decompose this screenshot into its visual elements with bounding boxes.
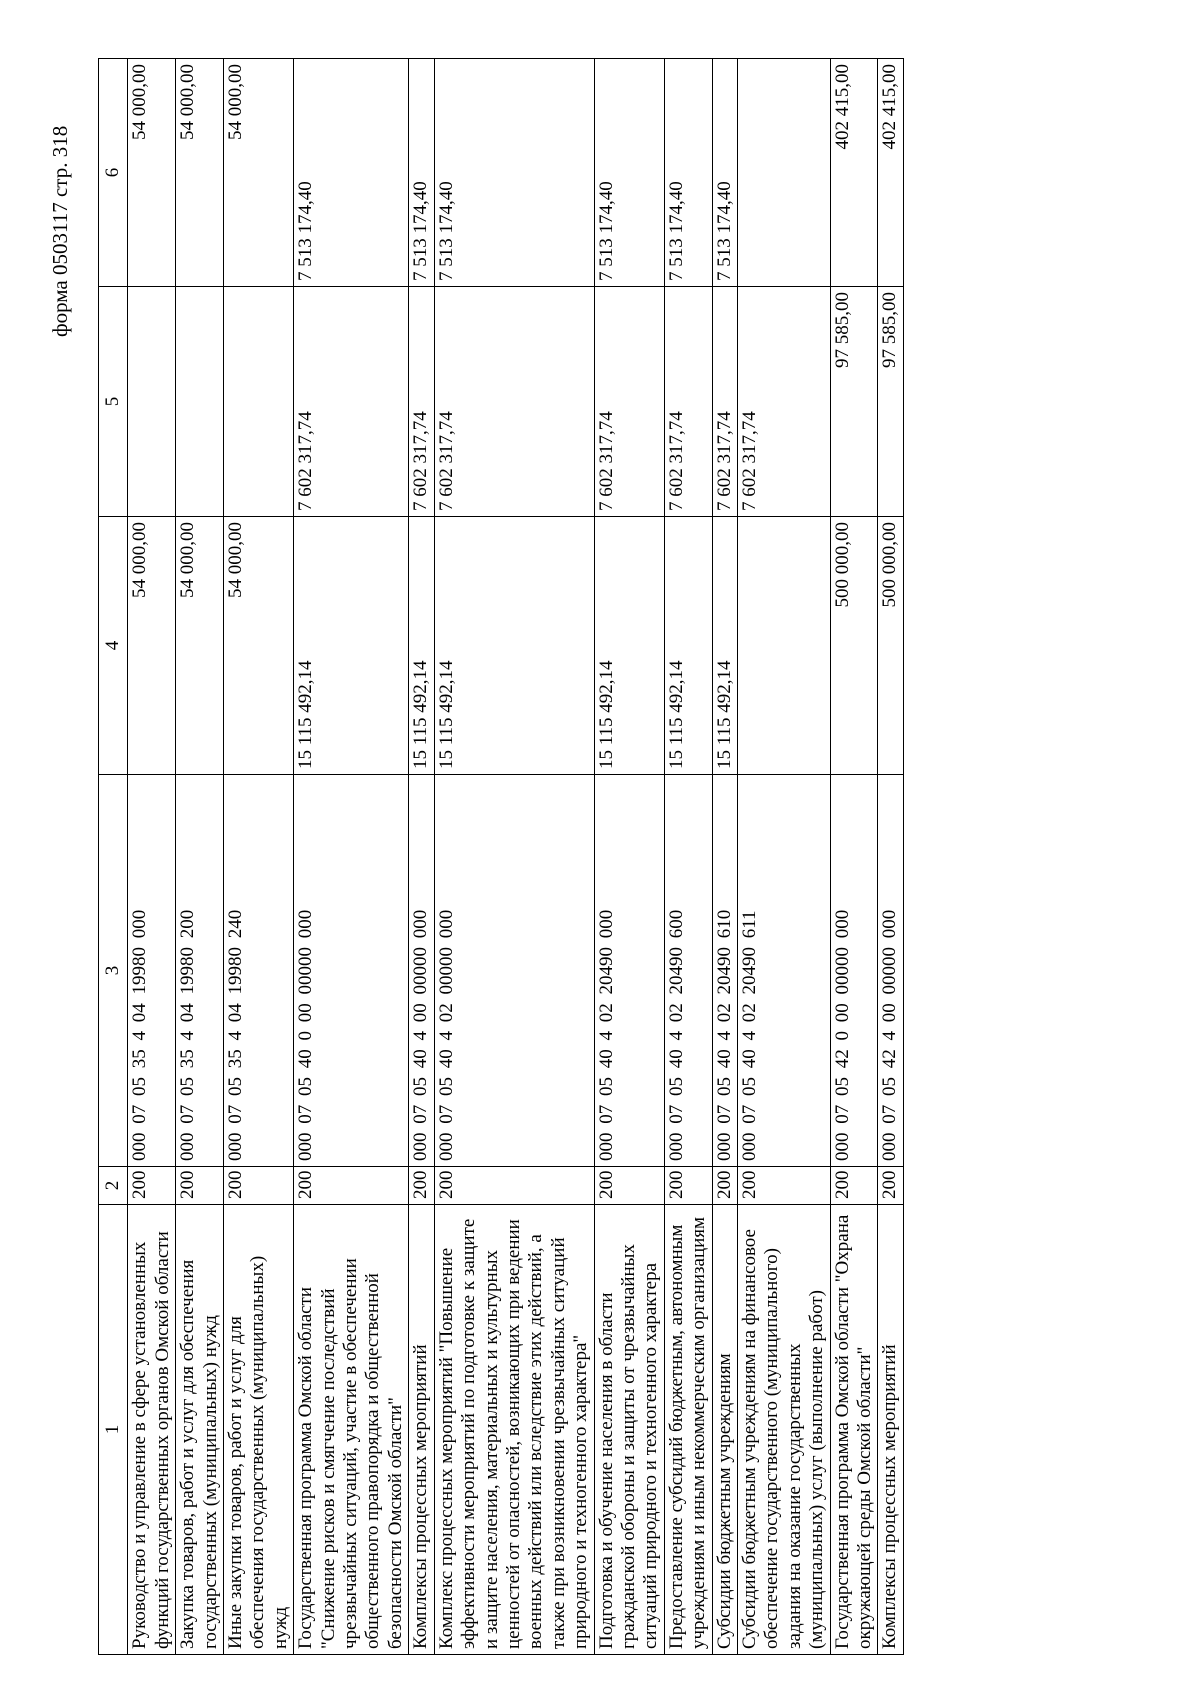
row-line-code: 200 <box>294 1167 409 1205</box>
row-name: Подготовка и обучение населения в области гражданской обороны и защиты от чрезвычайных ситуаций природного и техногенного характера <box>594 1205 664 1655</box>
row-executed <box>176 287 224 517</box>
row-budget-code: 000 07 05 40 4 00 00000 000 <box>409 775 434 1167</box>
row-line-code: 200 <box>224 1167 294 1205</box>
row-unexecuted: 402 415,00 <box>830 59 878 287</box>
row-executed <box>128 287 176 517</box>
table-row <box>128 59 176 1655</box>
row-unexecuted: 54 000,00 <box>176 59 224 287</box>
column-number: 6 <box>99 59 128 287</box>
row-budget-code: 000 07 05 42 0 00 00000 000 <box>830 775 878 1167</box>
column-number: 4 <box>99 517 128 775</box>
row-name: Предоставление субсидий бюджетным, автономным учреждениям и иным некоммерческим организациям <box>664 1205 712 1655</box>
row-executed: 7 602 317,74 <box>664 287 712 517</box>
row-line-code: 200 <box>712 1167 737 1205</box>
row-approved: 15 115 492,14 <box>712 517 737 775</box>
table-row <box>294 59 409 1655</box>
row-unexecuted: 7 513 174,40 <box>409 59 434 287</box>
row-line-code: 200 <box>594 1167 664 1205</box>
row-line-code: 200 <box>830 1167 878 1205</box>
row-line-code: 200 <box>434 1167 594 1205</box>
row-budget-code: 000 07 05 40 4 02 20490 000 <box>594 775 664 1167</box>
row-line-code: 200 <box>664 1167 712 1205</box>
table-row <box>830 59 878 1655</box>
row-approved <box>737 517 830 775</box>
row-unexecuted: 402 415,00 <box>878 59 903 287</box>
row-executed: 7 602 317,74 <box>294 287 409 517</box>
row-approved: 15 115 492,14 <box>434 517 594 775</box>
row-budget-code: 000 07 05 40 4 02 20490 600 <box>664 775 712 1167</box>
row-name: Государственная программа Омской области "Охрана окружающей среды Омской области" <box>830 1205 878 1655</box>
row-name: Субсидии бюджетным учреждениям на финансовое обеспечение государственного (муниципального) задания на оказание государственных (муниципальных) услуг (выполнение работ) <box>737 1205 830 1655</box>
row-approved: 15 115 492,14 <box>409 517 434 775</box>
row-name: Комплексы процессных мероприятий <box>878 1205 903 1655</box>
row-executed: 7 602 317,74 <box>712 287 737 517</box>
table-row <box>878 59 903 1655</box>
row-executed: 7 602 317,74 <box>594 287 664 517</box>
row-budget-code: 000 07 05 35 4 04 19980 240 <box>224 775 294 1167</box>
row-line-code: 200 <box>737 1167 830 1205</box>
row-name: Субсидии бюджетным учреждениям <box>712 1205 737 1655</box>
table-row <box>737 59 830 1655</box>
row-name: Иные закупки товаров, работ и услуг для обеспечения государственных (муниципальных) нужд <box>224 1205 294 1655</box>
row-budget-code: 000 07 05 40 4 02 20490 611 <box>737 775 830 1167</box>
row-budget-code: 000 07 05 35 4 04 19980 200 <box>176 775 224 1167</box>
row-unexecuted: 7 513 174,40 <box>664 59 712 287</box>
column-number: 5 <box>99 287 128 517</box>
row-executed: 97 585,00 <box>878 287 903 517</box>
row-unexecuted: 54 000,00 <box>224 59 294 287</box>
row-executed: 7 602 317,74 <box>737 287 830 517</box>
row-unexecuted: 54 000,00 <box>128 59 176 287</box>
row-approved: 15 115 492,14 <box>664 517 712 775</box>
row-name: Государственная программа Омской области "Снижение рисков и смягчение последствий чрезвычайных ситуаций, участие в обеспечении общественного правопорядка и общественной безопасности Омской области" <box>294 1205 409 1655</box>
row-approved: 54 000,00 <box>176 517 224 775</box>
row-approved: 15 115 492,14 <box>594 517 664 775</box>
row-approved: 54 000,00 <box>128 517 176 775</box>
row-name: Руководство и управление в сфере установленных функций государственных органов Омской области <box>128 1205 176 1655</box>
column-number: 1 <box>99 1205 128 1655</box>
table-row <box>434 59 594 1655</box>
row-budget-code: 000 07 05 42 4 00 00000 000 <box>878 775 903 1167</box>
row-line-code: 200 <box>128 1167 176 1205</box>
row-unexecuted: 7 513 174,40 <box>712 59 737 287</box>
row-approved: 500 000,00 <box>830 517 878 775</box>
row-executed: 7 602 317,74 <box>409 287 434 517</box>
row-executed <box>224 287 294 517</box>
row-unexecuted: 7 513 174,40 <box>594 59 664 287</box>
row-executed: 97 585,00 <box>830 287 878 517</box>
row-executed: 7 602 317,74 <box>434 287 594 517</box>
row-budget-code: 000 07 05 40 4 02 20490 610 <box>712 775 737 1167</box>
column-number: 3 <box>99 775 128 1167</box>
table-row <box>664 59 712 1655</box>
column-number: 2 <box>99 1167 128 1205</box>
column-number-row <box>99 59 128 1655</box>
row-name: Закупка товаров, работ и услуг для обеспечения государственных (муниципальных) нужд <box>176 1205 224 1655</box>
row-budget-code: 000 07 05 40 0 00 00000 000 <box>294 775 409 1167</box>
form-label: форма 0503117 стр. 318 <box>48 125 72 337</box>
table-row <box>176 59 224 1655</box>
row-unexecuted: 7 513 174,40 <box>434 59 594 287</box>
row-budget-code: 000 07 05 35 4 04 19980 000 <box>128 775 176 1167</box>
table-row <box>594 59 664 1655</box>
row-unexecuted <box>737 59 830 287</box>
row-name: Комплекс процессных мероприятий "Повышение эффективности мероприятий по подготовке к защите и защите населения, материальных и культурных ценностей от опасностей, возникающих при ведении военных действий или вследствие этих действий, а также при возникновении чрезвычайных ситуаций природного и техногенного характера" <box>434 1205 594 1655</box>
row-line-code: 200 <box>878 1167 903 1205</box>
row-approved: 54 000,00 <box>224 517 294 775</box>
row-line-code: 200 <box>409 1167 434 1205</box>
row-approved: 15 115 492,14 <box>294 517 409 775</box>
row-line-code: 200 <box>176 1167 224 1205</box>
table-row <box>224 59 294 1655</box>
table-row <box>712 59 737 1655</box>
row-budget-code: 000 07 05 40 4 02 00000 000 <box>434 775 594 1167</box>
row-unexecuted: 7 513 174,40 <box>294 59 409 287</box>
table-row <box>409 59 434 1655</box>
row-name: Комплексы процессных мероприятий <box>409 1205 434 1655</box>
budget-execution-table <box>98 58 904 1655</box>
row-approved: 500 000,00 <box>878 517 903 775</box>
